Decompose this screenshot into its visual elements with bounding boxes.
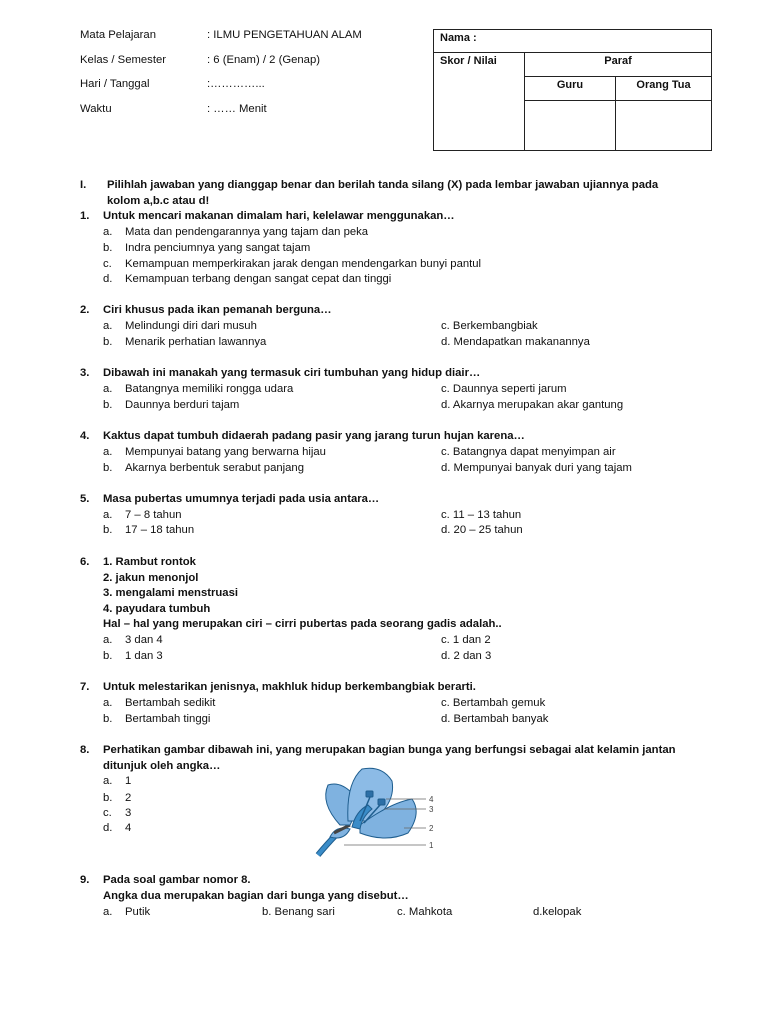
nama-field[interactable]: [434, 30, 712, 53]
section-line-2: kolom a,b.c atau d!: [107, 195, 210, 207]
option-letter[interactable]: b.: [103, 792, 113, 804]
option-text[interactable]: 3: [125, 807, 132, 819]
option-text[interactable]: b. Benang sari: [262, 906, 335, 918]
label-subject: Mata Pelajaran: [80, 29, 156, 41]
option-text[interactable]: c. 1 dan 2: [441, 634, 491, 646]
option-text[interactable]: Mempunyai batang yang berwarna hijau: [125, 446, 326, 458]
option-letter[interactable]: c.: [103, 807, 112, 819]
option-letter[interactable]: a.: [103, 906, 113, 918]
question-text: Perhatikan gambar dibawah ini, yang merupakan bagian bunga yang berfungsi sebagai alat kelamin jantan: [103, 744, 676, 756]
paraf-header: [525, 53, 712, 77]
option-letter[interactable]: b.: [103, 713, 113, 725]
list-item: 1. Rambut rontok: [103, 556, 196, 568]
option-text[interactable]: c. Batangnya dapat menyimpan air: [441, 446, 616, 458]
option-text[interactable]: c. Mahkota: [397, 906, 453, 918]
guru-header: [525, 77, 616, 101]
option-text[interactable]: d. Mempunyai banyak duri yang tajam: [441, 462, 632, 474]
guru-label: Guru: [556, 79, 584, 91]
option-text[interactable]: Kemampuan terbang dengan sangat cepat dan tinggi: [125, 273, 392, 285]
option-text[interactable]: d. Bertambah banyak: [441, 713, 549, 725]
option-letter[interactable]: c.: [103, 258, 112, 270]
option-text[interactable]: d. Akarnya merupakan akar gantung: [441, 399, 624, 411]
figure-label-2: 2: [429, 824, 434, 833]
option-letter[interactable]: a.: [103, 775, 113, 787]
guru-signature-cell[interactable]: [525, 101, 616, 151]
option-text[interactable]: 1 dan 3: [125, 650, 163, 662]
figure-label-4: 4: [429, 795, 434, 804]
question-number: 3.: [80, 367, 90, 379]
option-text[interactable]: Bertambah tinggi: [125, 713, 211, 725]
option-text[interactable]: d. 2 dan 3: [441, 650, 492, 662]
section-line-1: Pilihlah jawaban yang dianggap benar dan berilah tanda silang (X) pada lembar jawaban ujiannya pada: [107, 179, 659, 191]
question-text: Masa pubertas umumnya terjadi pada usia antara…: [103, 493, 380, 505]
label-date: Hari / Tanggal: [80, 78, 150, 90]
option-text[interactable]: c. 11 – 13 tahun: [441, 509, 522, 521]
value-time: : …… Menit: [207, 103, 267, 115]
question-text: Ciri khusus pada ikan pemanah berguna…: [103, 304, 332, 316]
list-item: 3. mengalami menstruasi: [103, 587, 238, 599]
question-text: Hal – hal yang merupakan ciri – cirri pubertas pada seorang gadis adalah..: [103, 618, 502, 630]
nama-label: Nama :: [440, 32, 477, 44]
option-letter[interactable]: b.: [103, 524, 113, 536]
section-number: I.: [80, 179, 87, 191]
label-class: Kelas / Semester: [80, 54, 167, 66]
figure-label-3: 3: [429, 805, 434, 814]
figure-label-1: 1: [429, 841, 434, 850]
option-text[interactable]: Indra penciumnya yang sangat tajam: [125, 242, 311, 254]
option-text[interactable]: Daunnya berduri tajam: [125, 399, 240, 411]
value-class: : 6 (Enam) / 2 (Genap): [207, 54, 321, 66]
option-text[interactable]: 17 – 18 tahun: [125, 524, 195, 536]
option-text[interactable]: Melindungi diri dari musuh: [125, 320, 257, 332]
option-text[interactable]: c. Daunnya seperti jarum: [441, 383, 567, 395]
option-text[interactable]: 4: [125, 822, 132, 834]
option-text[interactable]: 1: [125, 775, 132, 787]
option-text[interactable]: d.kelopak: [533, 906, 582, 918]
question-text-continued: Angka dua merupakan bagian dari bunga yang disebut…: [103, 890, 409, 902]
stamen-anther: [366, 791, 373, 797]
skor-field[interactable]: [434, 53, 525, 151]
skor-label: Skor / Nilai: [440, 55, 497, 67]
question-number: 2.: [80, 304, 90, 316]
option-text[interactable]: 7 – 8 tahun: [125, 509, 182, 521]
question-text: Untuk melestarikan jenisnya, makhluk hidup berkembangbiak berarti.: [103, 681, 476, 693]
option-text[interactable]: Kemampuan memperkirakan jarak dengan mendengarkan bunyi pantul: [125, 258, 482, 270]
question-number: 6.: [80, 556, 90, 568]
option-letter[interactable]: b.: [103, 242, 113, 254]
question-text: Kaktus dapat tumbuh didaerah padang pasir yang jarang turun hujan karena…: [103, 430, 525, 442]
option-letter[interactable]: a.: [103, 383, 113, 395]
option-text[interactable]: 2: [125, 792, 132, 804]
option-letter[interactable]: a.: [103, 320, 113, 332]
option-text[interactable]: d. Mendapatkan makanannya: [441, 336, 590, 348]
question-number: 5.: [80, 493, 90, 505]
option-letter[interactable]: b.: [103, 336, 113, 348]
option-letter[interactable]: b.: [103, 399, 113, 411]
option-text[interactable]: Batangnya memiliki rongga udara: [125, 383, 294, 395]
question-text: Dibawah ini manakah yang termasuk ciri tumbuhan yang hidup diair…: [103, 367, 481, 379]
option-letter[interactable]: a.: [103, 446, 113, 458]
question-text-continued: ditunjuk oleh angka…: [103, 760, 221, 772]
question-text: Pada soal gambar nomor 8.: [103, 874, 251, 886]
option-text[interactable]: d. 20 – 25 tahun: [441, 524, 523, 536]
orang-tua-signature-cell[interactable]: [616, 101, 712, 151]
paraf-label: Paraf: [604, 55, 632, 67]
question-number: 1.: [80, 210, 90, 222]
value-subject: : ILMU PENGETAHUAN ALAM: [207, 29, 362, 41]
flower-diagram: [300, 763, 450, 863]
question-number: 8.: [80, 744, 90, 756]
option-letter[interactable]: a.: [103, 697, 113, 709]
option-letter[interactable]: d.: [103, 822, 113, 834]
option-letter[interactable]: b.: [103, 650, 113, 662]
option-letter[interactable]: a.: [103, 509, 113, 521]
score-box: [433, 29, 712, 151]
option-letter[interactable]: a.: [103, 634, 113, 646]
option-letter[interactable]: a.: [103, 226, 113, 238]
question-number: 9.: [80, 874, 90, 886]
label-time: Waktu: [80, 103, 112, 115]
stamen-anther: [378, 799, 385, 805]
question-number: 7.: [80, 681, 90, 693]
question-number: 4.: [80, 430, 90, 442]
orang-tua-header: [616, 77, 712, 101]
option-text[interactable]: Putik: [125, 906, 151, 918]
list-item: 4. payudara tumbuh: [103, 603, 211, 615]
option-text[interactable]: 3 dan 4: [125, 634, 163, 646]
option-text[interactable]: Menarik perhatian lawannya: [125, 336, 267, 348]
option-text[interactable]: c. Berkembangbiak: [441, 320, 538, 332]
option-text[interactable]: Akarnya berbentuk serabut panjang: [125, 462, 304, 474]
question-text: Untuk mencari makanan dimalam hari, kelelawar menggunakan…: [103, 210, 455, 222]
option-text[interactable]: Bertambah sedikit: [125, 697, 216, 709]
option-letter[interactable]: b.: [103, 462, 113, 474]
option-letter[interactable]: d.: [103, 273, 113, 285]
option-text[interactable]: c. Bertambah gemuk: [441, 697, 546, 709]
orang-tua-label: Orang Tua: [636, 79, 691, 91]
value-date: :…………...: [207, 78, 265, 90]
list-item: 2. jakun menonjol: [103, 572, 199, 584]
option-text[interactable]: Mata dan pendengarannya yang tajam dan peka: [125, 226, 369, 238]
